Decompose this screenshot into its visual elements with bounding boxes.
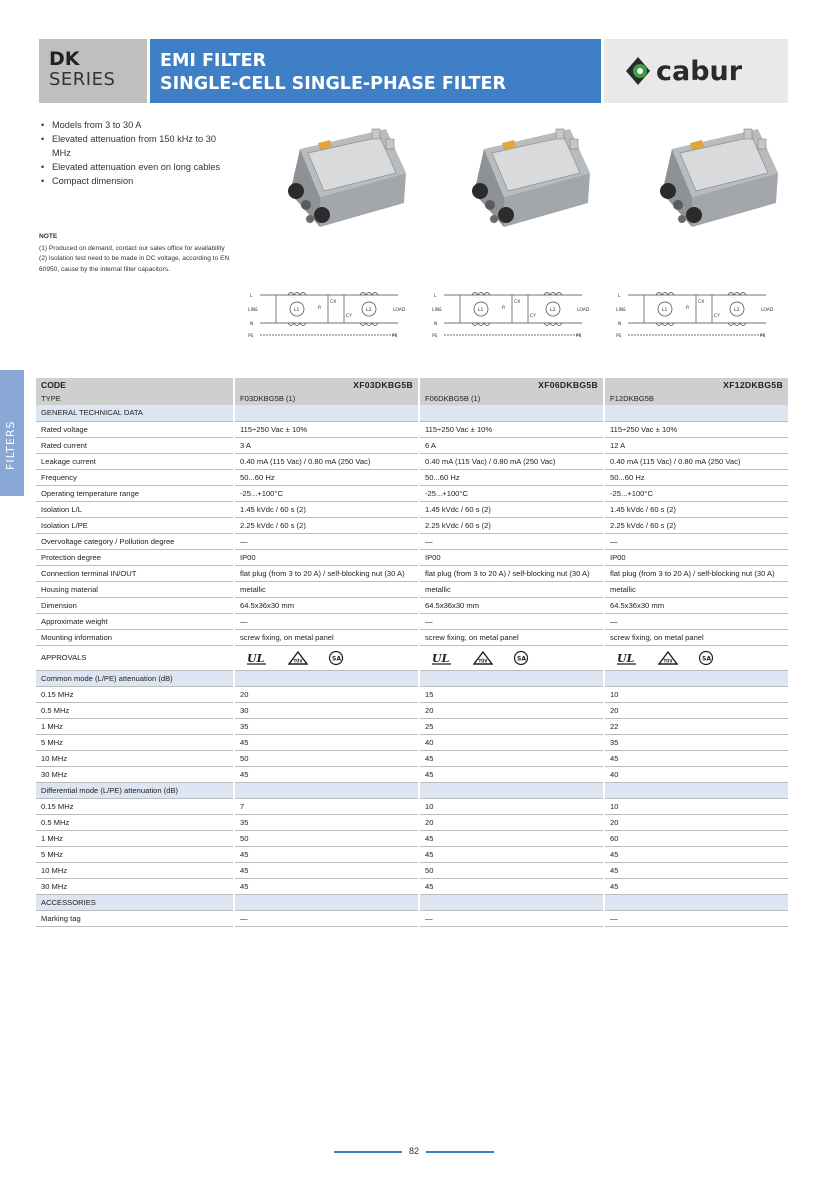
circuit-label-pe-out: PE bbox=[392, 334, 398, 339]
row-label: Protection degree bbox=[36, 549, 234, 565]
circuit-label-load: LOAD bbox=[393, 308, 406, 313]
tuv-mark-icon bbox=[288, 651, 308, 665]
circuit-label-l: L bbox=[618, 294, 621, 299]
section-cell bbox=[234, 670, 419, 686]
table-row bbox=[36, 581, 788, 597]
value-cell: IP00 bbox=[419, 549, 604, 565]
table-row bbox=[36, 862, 788, 878]
approval-marks-cell bbox=[234, 645, 419, 670]
type-row bbox=[36, 392, 788, 405]
circuit-label-load: LOAD bbox=[761, 308, 774, 313]
value-cell: flat plug (from 3 to 20 A) / self-blocking nut (30 A) bbox=[419, 565, 604, 581]
value-cell: 64.5x36x30 mm bbox=[604, 597, 788, 613]
value-cell: 50 bbox=[234, 830, 419, 846]
value-cell: 45 bbox=[234, 862, 419, 878]
value-cell: 40 bbox=[604, 766, 788, 782]
product-image-filter-3a bbox=[268, 115, 418, 245]
value-cell: 50...60 Hz bbox=[234, 469, 419, 485]
table-row bbox=[36, 597, 788, 613]
row-label: Overvoltage category / Pollution degree bbox=[36, 533, 234, 549]
row-label: 30 MHz bbox=[36, 766, 234, 782]
table-row bbox=[36, 517, 788, 533]
type-label: TYPE bbox=[36, 392, 234, 405]
value-cell: 50...60 Hz bbox=[604, 469, 788, 485]
row-label: 10 MHz bbox=[36, 862, 234, 878]
circuit-diagram-2 bbox=[432, 287, 596, 343]
circuit-label-l: L bbox=[434, 294, 437, 299]
value-cell: 45 bbox=[604, 750, 788, 766]
circuit-label-l1: L1 bbox=[478, 308, 484, 313]
value-cell: 2.25 kVdc / 60 s (2) bbox=[419, 517, 604, 533]
section-cell bbox=[234, 405, 419, 421]
section-title: Differential mode (L/PE) attenuation (dB) bbox=[36, 782, 234, 798]
value-cell: 10 bbox=[419, 798, 604, 814]
svg-text:TÜV: TÜV bbox=[663, 658, 673, 663]
feature-item: • Models from 3 to 30 A bbox=[40, 118, 235, 132]
value-cell: 115÷250 Vac ± 10% bbox=[234, 421, 419, 437]
table-row bbox=[36, 565, 788, 581]
series-code: DK bbox=[49, 48, 80, 70]
row-label: 1 MHz bbox=[36, 830, 234, 846]
section-cell bbox=[604, 670, 788, 686]
value-cell: 60 bbox=[604, 830, 788, 846]
value-cell: 35 bbox=[604, 734, 788, 750]
row-label: Dimension bbox=[36, 597, 234, 613]
row-label: Leakage current bbox=[36, 453, 234, 469]
value-cell: 2.25 kVdc / 60 s (2) bbox=[234, 517, 419, 533]
table-row bbox=[36, 798, 788, 814]
tuv-mark-icon bbox=[658, 651, 678, 665]
section-accessories bbox=[36, 894, 788, 910]
footer-rule-right bbox=[426, 1151, 494, 1153]
ul-mark-icon bbox=[431, 651, 453, 665]
approval-marks bbox=[240, 650, 413, 666]
value-cell: screw fixing, on metal panel bbox=[604, 629, 788, 645]
value-cell: 45 bbox=[419, 830, 604, 846]
value-cell: 20 bbox=[419, 702, 604, 718]
title-line-1: EMI FILTER bbox=[160, 51, 267, 71]
circuit-label-cx: CX bbox=[698, 300, 705, 305]
table-row bbox=[36, 846, 788, 862]
circuit-label-cx: CX bbox=[330, 300, 337, 305]
svg-text:UL: UL bbox=[617, 651, 635, 665]
row-label: Operating temperature range bbox=[36, 485, 234, 501]
section-cell bbox=[234, 894, 419, 910]
approval-marks bbox=[425, 650, 598, 666]
row-label: Rated current bbox=[36, 437, 234, 453]
ul-mark-icon bbox=[616, 651, 638, 665]
circuit-label-load: LOAD bbox=[577, 308, 590, 313]
cabur-logo bbox=[626, 55, 768, 87]
row-label: Isolation L/L bbox=[36, 501, 234, 517]
value-cell: 7 bbox=[234, 798, 419, 814]
feature-item: • Elevated attenuation even on long cables bbox=[40, 160, 235, 174]
table-row bbox=[36, 613, 788, 629]
brand-logo-box bbox=[604, 39, 788, 103]
circuit-label-l1: L1 bbox=[294, 308, 300, 313]
value-cell: 0.40 mA (115 Vac) / 0.80 mA (250 Vac) bbox=[604, 453, 788, 469]
table-row bbox=[36, 750, 788, 766]
type-cell: F03DKBG5B (1) bbox=[234, 392, 419, 405]
value-cell: — bbox=[234, 533, 419, 549]
value-cell: 30 bbox=[234, 702, 419, 718]
section-general bbox=[36, 405, 788, 421]
csa-mark-icon bbox=[698, 650, 714, 666]
value-cell: 20 bbox=[419, 814, 604, 830]
row-label: Frequency bbox=[36, 469, 234, 485]
table-row bbox=[36, 469, 788, 485]
row-label: 5 MHz bbox=[36, 846, 234, 862]
value-cell: 64.5x36x30 mm bbox=[419, 597, 604, 613]
value-cell: 35 bbox=[234, 814, 419, 830]
circuit-label-n: N bbox=[618, 322, 622, 327]
page-number: 82 bbox=[408, 1146, 419, 1156]
table-row bbox=[36, 830, 788, 846]
value-cell: flat plug (from 3 to 20 A) / self-blocking nut (30 A) bbox=[604, 565, 788, 581]
table-row bbox=[36, 501, 788, 517]
feature-item: • Elevated attenuation from 150 kHz to 30 MHz bbox=[40, 132, 235, 160]
row-label: Rated voltage bbox=[36, 421, 234, 437]
circuit-label-line: LINE bbox=[248, 308, 259, 313]
row-label: Housing material bbox=[36, 581, 234, 597]
table-row bbox=[36, 437, 788, 453]
value-cell: 45 bbox=[234, 766, 419, 782]
value-cell: 22 bbox=[604, 718, 788, 734]
value-cell: 50 bbox=[419, 862, 604, 878]
value-cell: 45 bbox=[234, 734, 419, 750]
circuit-label-pe-out: PE bbox=[576, 334, 582, 339]
row-label: 0.5 MHz bbox=[36, 814, 234, 830]
section-cell bbox=[419, 894, 604, 910]
svg-text:SA: SA bbox=[517, 655, 526, 662]
approvals-label: APPROVALS bbox=[36, 645, 234, 670]
table-row bbox=[36, 485, 788, 501]
section-differential-mode bbox=[36, 782, 788, 798]
value-cell: flat plug (from 3 to 20 A) / self-blocking nut (30 A) bbox=[234, 565, 419, 581]
value-cell: 12 A bbox=[604, 437, 788, 453]
value-cell: 25 bbox=[419, 718, 604, 734]
value-cell: — bbox=[604, 533, 788, 549]
value-cell: 45 bbox=[604, 862, 788, 878]
value-cell: — bbox=[604, 613, 788, 629]
value-cell: 45 bbox=[604, 878, 788, 894]
table-row bbox=[36, 878, 788, 894]
value-cell: 1.45 kVdc / 60 s (2) bbox=[419, 501, 604, 517]
spec-table bbox=[36, 378, 788, 927]
value-cell: -25...+100°C bbox=[604, 485, 788, 501]
section-title: ACCESSORIES bbox=[36, 894, 234, 910]
value-cell: 10 bbox=[604, 798, 788, 814]
code-label: CODE bbox=[36, 378, 234, 392]
value-cell: 50...60 Hz bbox=[419, 469, 604, 485]
footer-rule-left bbox=[334, 1151, 402, 1153]
value-cell: screw fixing, on metal panel bbox=[234, 629, 419, 645]
value-cell: 45 bbox=[234, 878, 419, 894]
value-cell: 20 bbox=[604, 814, 788, 830]
value-cell: 64.5x36x30 mm bbox=[234, 597, 419, 613]
value-cell: metallic bbox=[234, 581, 419, 597]
circuit-label-cy: CY bbox=[714, 314, 720, 319]
row-label: Marking tag bbox=[36, 910, 234, 926]
value-cell: 115÷250 Vac ± 10% bbox=[604, 421, 788, 437]
title-line-2: SINGLE-CELL SINGLE-PHASE FILTER bbox=[160, 74, 506, 94]
value-cell: 15 bbox=[419, 686, 604, 702]
svg-text:UL: UL bbox=[247, 651, 265, 665]
circuit-label-n: N bbox=[434, 322, 438, 327]
note-title: NOTE bbox=[39, 233, 58, 240]
circuit-label-r: R bbox=[318, 306, 322, 311]
value-cell: 0.40 mA (115 Vac) / 0.80 mA (250 Vac) bbox=[234, 453, 419, 469]
value-cell: 20 bbox=[234, 686, 419, 702]
section-cell bbox=[604, 405, 788, 421]
value-cell: 45 bbox=[419, 878, 604, 894]
approval-marks-cell bbox=[604, 645, 788, 670]
value-cell: 45 bbox=[234, 846, 419, 862]
circuit-label-r: R bbox=[686, 306, 690, 311]
logo-text: cabur bbox=[656, 56, 743, 87]
code-cell: XF12DKBG5B bbox=[604, 378, 788, 392]
section-cell bbox=[604, 782, 788, 798]
svg-text:SA: SA bbox=[702, 655, 711, 662]
value-cell: 35 bbox=[234, 718, 419, 734]
row-label: Mounting information bbox=[36, 629, 234, 645]
feature-item: • Compact dimension bbox=[40, 174, 235, 188]
series-box bbox=[39, 39, 147, 103]
row-label: Isolation L/PE bbox=[36, 517, 234, 533]
code-row bbox=[36, 378, 788, 392]
tuv-mark-icon bbox=[473, 651, 493, 665]
row-label: 0.15 MHz bbox=[36, 686, 234, 702]
logo-mark-icon bbox=[626, 57, 650, 85]
approvals-row bbox=[36, 645, 788, 670]
code-cell: XF03DKBG5B bbox=[234, 378, 419, 392]
table-row bbox=[36, 814, 788, 830]
csa-mark-icon bbox=[513, 650, 529, 666]
value-cell: 40 bbox=[419, 734, 604, 750]
row-label: 5 MHz bbox=[36, 734, 234, 750]
svg-text:TÜV: TÜV bbox=[478, 658, 488, 663]
value-cell: 45 bbox=[419, 766, 604, 782]
value-cell: -25...+100°C bbox=[234, 485, 419, 501]
circuit-label-l: L bbox=[250, 294, 253, 299]
value-cell: 10 bbox=[604, 686, 788, 702]
circuit-label-cx: CX bbox=[514, 300, 521, 305]
value-cell: metallic bbox=[419, 581, 604, 597]
csa-mark-icon bbox=[328, 650, 344, 666]
section-cell bbox=[419, 405, 604, 421]
circuit-label-line: LINE bbox=[432, 308, 443, 313]
title-box bbox=[150, 39, 601, 103]
side-tab-label: FILTERS bbox=[4, 420, 17, 470]
approval-marks bbox=[610, 650, 783, 666]
value-cell: 45 bbox=[419, 750, 604, 766]
value-cell: 2.25 kVdc / 60 s (2) bbox=[604, 517, 788, 533]
circuit-label-l1: L1 bbox=[662, 308, 668, 313]
feature-list bbox=[40, 118, 235, 188]
note-item: (2) Isolation test need to be made in DC voltage, according to EN 60950, cause by the internal filter capacitors. bbox=[39, 255, 230, 273]
circuit-label-l2: L2 bbox=[550, 308, 556, 313]
side-tab-filters bbox=[0, 370, 24, 496]
value-cell: 3 A bbox=[234, 437, 419, 453]
circuit-label-l2: L2 bbox=[734, 308, 740, 313]
section-cell bbox=[419, 782, 604, 798]
circuit-label-line: LINE bbox=[616, 308, 627, 313]
circuit-label-n: N bbox=[250, 322, 254, 327]
section-cell bbox=[604, 894, 788, 910]
value-cell: 6 A bbox=[419, 437, 604, 453]
table-row bbox=[36, 453, 788, 469]
value-cell: 50 bbox=[234, 750, 419, 766]
circuit-diagram-1 bbox=[248, 287, 412, 343]
product-image-filter-6a bbox=[452, 115, 602, 245]
value-cell: — bbox=[604, 910, 788, 926]
value-cell: — bbox=[419, 910, 604, 926]
value-cell: IP00 bbox=[604, 549, 788, 565]
value-cell: — bbox=[419, 533, 604, 549]
ul-mark-icon bbox=[246, 651, 268, 665]
code-cell: XF06DKBG5B bbox=[419, 378, 604, 392]
value-cell: — bbox=[234, 910, 419, 926]
value-cell: metallic bbox=[604, 581, 788, 597]
table-row bbox=[36, 549, 788, 565]
value-cell: 1.45 kVdc / 60 s (2) bbox=[234, 501, 419, 517]
table-row bbox=[36, 702, 788, 718]
table-row bbox=[36, 686, 788, 702]
type-cell: F12DKBG5B bbox=[604, 392, 788, 405]
note-item: (1) Produced on demand, contact our sales office for availability bbox=[39, 244, 225, 252]
row-label: 0.5 MHz bbox=[36, 702, 234, 718]
value-cell: — bbox=[419, 613, 604, 629]
value-cell: 20 bbox=[604, 702, 788, 718]
table-row bbox=[36, 766, 788, 782]
circuit-label-cy: CY bbox=[346, 314, 352, 319]
value-cell: screw fixing, on metal panel bbox=[419, 629, 604, 645]
row-label: Connection terminal IN/OUT bbox=[36, 565, 234, 581]
value-cell: 0.40 mA (115 Vac) / 0.80 mA (250 Vac) bbox=[419, 453, 604, 469]
value-cell: -25...+100°C bbox=[419, 485, 604, 501]
row-label: 1 MHz bbox=[36, 718, 234, 734]
table-row bbox=[36, 910, 788, 926]
row-label: Approximate weight bbox=[36, 613, 234, 629]
section-cell bbox=[234, 782, 419, 798]
type-cell: F06DKBG5B (1) bbox=[419, 392, 604, 405]
table-row bbox=[36, 734, 788, 750]
circuit-label-pe: PE bbox=[616, 334, 622, 339]
approval-marks-cell bbox=[419, 645, 604, 670]
table-row bbox=[36, 533, 788, 549]
section-title: Common mode (L/PE) attenuation (dB) bbox=[36, 670, 234, 686]
product-image-filter-12a bbox=[640, 115, 790, 245]
section-title: GENERAL TECHNICAL DATA bbox=[36, 405, 234, 421]
table-row bbox=[36, 718, 788, 734]
row-label: 10 MHz bbox=[36, 750, 234, 766]
circuit-label-pe: PE bbox=[248, 334, 254, 339]
circuit-label-l2: L2 bbox=[366, 308, 372, 313]
row-label: 30 MHz bbox=[36, 878, 234, 894]
note-block bbox=[39, 232, 235, 275]
circuit-label-cy: CY bbox=[530, 314, 536, 319]
value-cell: 1.45 kVdc / 60 s (2) bbox=[604, 501, 788, 517]
value-cell: 45 bbox=[604, 846, 788, 862]
circuit-diagram-3 bbox=[616, 287, 780, 343]
section-common-mode bbox=[36, 670, 788, 686]
series-label: SERIES bbox=[49, 69, 116, 90]
value-cell: IP00 bbox=[234, 549, 419, 565]
svg-text:UL: UL bbox=[432, 651, 450, 665]
circuit-label-pe-out: PE bbox=[760, 334, 766, 339]
value-cell: — bbox=[234, 613, 419, 629]
table-row bbox=[36, 421, 788, 437]
value-cell: 45 bbox=[419, 846, 604, 862]
circuit-label-pe: PE bbox=[432, 334, 438, 339]
value-cell: 115÷250 Vac ± 10% bbox=[419, 421, 604, 437]
svg-text:TÜV: TÜV bbox=[293, 658, 303, 663]
circuit-label-r: R bbox=[502, 306, 506, 311]
row-label: 0.15 MHz bbox=[36, 798, 234, 814]
svg-text:SA: SA bbox=[332, 655, 341, 662]
table-row bbox=[36, 629, 788, 645]
section-cell bbox=[419, 670, 604, 686]
